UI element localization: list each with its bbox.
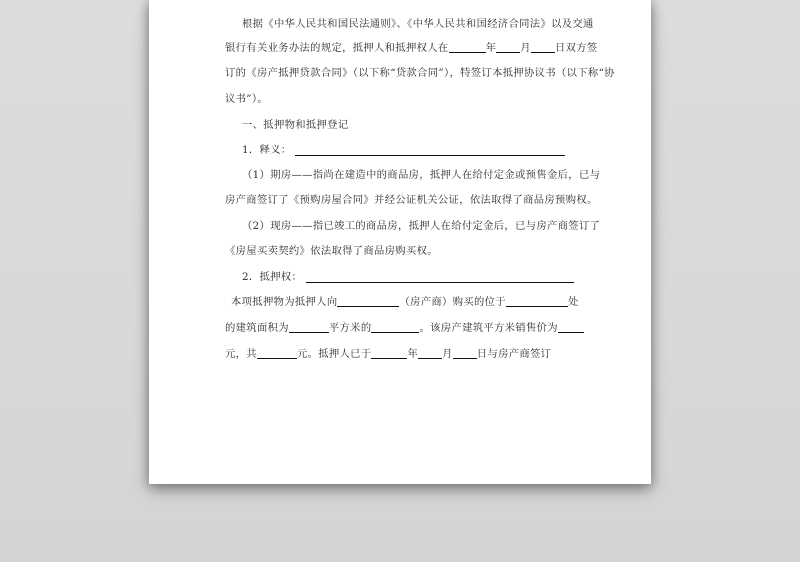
text: 年: [485, 42, 497, 54]
definition-1-line-2: 房产商签订了《预购房屋合同》并经公证机关公证，依法取得了商品房预购权。: [225, 194, 598, 206]
text: 月: [442, 348, 453, 360]
day-blank[interactable]: [531, 40, 555, 53]
text: 处: [567, 296, 579, 308]
text: 。该房产建筑平方米销售价为: [419, 322, 558, 334]
paragraph-2-line-3: [225, 346, 579, 362]
day-blank[interactable]: [453, 346, 477, 359]
month-blank[interactable]: [496, 40, 520, 53]
year-blank[interactable]: [371, 346, 407, 359]
paragraph-1-line-1: 根据《中华人民共和国民法通则》、《中华人民共和国经济合同法》以及交通: [242, 18, 594, 30]
total-price-blank[interactable]: [257, 346, 297, 359]
text: 银行有关业务办法的规定，抵押人和抵押权人在: [225, 42, 449, 54]
paragraph-1-line-3: 订的《房产抵押贷款合同》（以下称“贷款合同”），特签订本抵押协议书（以下称“协: [225, 67, 615, 79]
paragraph-1-line-4: 议书”）。: [225, 93, 269, 105]
year-blank[interactable]: [449, 40, 486, 53]
unit-price-blank[interactable]: [558, 320, 584, 333]
text: 年: [407, 348, 419, 360]
text: （房产商）购买的位于: [399, 296, 506, 308]
developer-blank[interactable]: [337, 294, 399, 307]
definition-2-line-2: 《房屋买卖契约》依法取得了商品房购买权。: [225, 245, 438, 257]
item-label: 1．释义：: [242, 144, 292, 156]
text: 元。抵押人已于: [296, 348, 372, 360]
item-2-mortgage-right: [242, 269, 579, 285]
paragraph-1-line-2: [225, 40, 598, 56]
text: 的建筑面积为: [225, 322, 289, 334]
location-blank[interactable]: [506, 294, 568, 307]
area-blank[interactable]: [289, 320, 329, 333]
text: 日双方签: [554, 42, 598, 54]
property-blank[interactable]: [371, 320, 419, 333]
definition-2-line-1: （2）现房——指已竣工的商品房，抵押人在给付定金后，已与房产商签订了: [242, 220, 601, 232]
item-label: 2．抵押权：: [242, 271, 303, 283]
mortgage-right-fill-line[interactable]: [306, 270, 574, 283]
paragraph-2-line-1: [231, 294, 585, 310]
item-1-definitions: [242, 142, 579, 158]
text: 日与房产商签订: [476, 348, 552, 360]
text: 本项抵押物为抵押人向: [231, 296, 338, 308]
definition-fill-line[interactable]: [295, 143, 565, 156]
text: 平方米的: [328, 322, 372, 334]
document-page: [149, 0, 651, 484]
text: 月: [520, 42, 531, 54]
month-blank[interactable]: [418, 346, 442, 359]
text: 元，共: [225, 348, 257, 360]
section-1-heading: 一、抵押物和抵押登记: [242, 119, 349, 131]
paragraph-2-line-2: [225, 320, 579, 336]
definition-1-line-1: （1）期房——指尚在建造中的商品房，抵押人在给付定金或预售金后，已与: [242, 169, 601, 181]
